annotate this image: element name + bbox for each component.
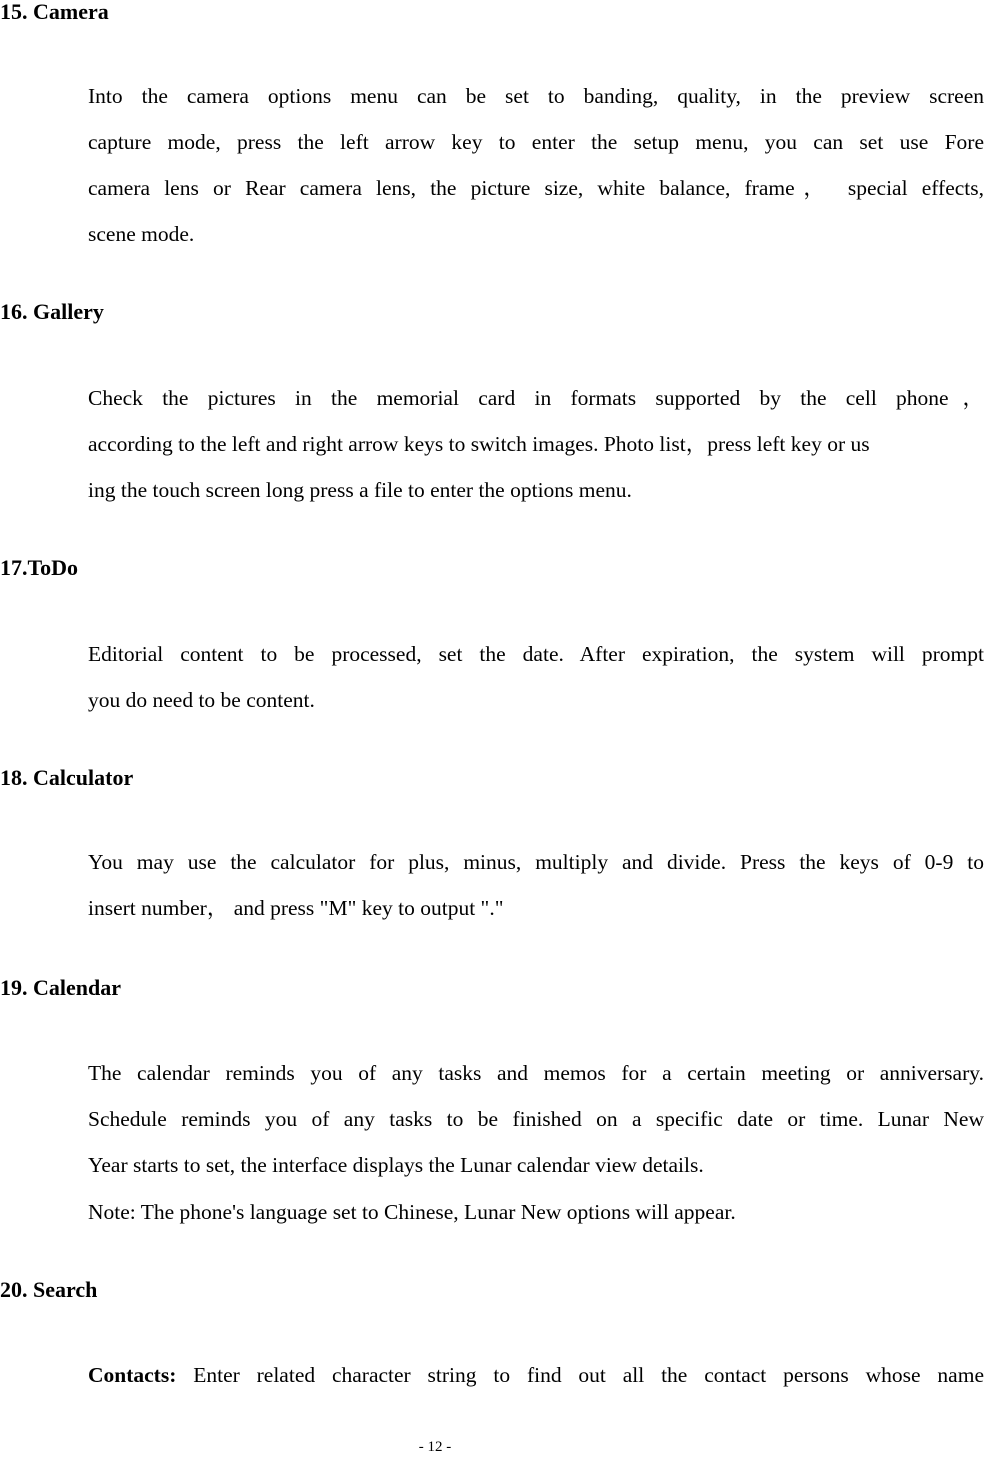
paragraph-calendar (88, 1050, 984, 1188)
paragraph-search (88, 1352, 984, 1398)
section-heading-camera: 15. Camera (0, 0, 109, 24)
paragraph-line: You may use the calculator for plus, minus, multiply and divide. Press the keys of 0-9 to (88, 850, 984, 874)
section-heading-calendar: 19. Calendar (0, 975, 121, 1000)
paragraph-calculator (88, 839, 984, 931)
paragraph-line: insert number， and press "M" key to output "." (88, 896, 504, 920)
paragraph-line: Schedule reminds you of any tasks to be finished on a specific date or time. Lunar New (88, 1107, 984, 1131)
section-heading-todo: 17.ToDo (0, 555, 79, 580)
paragraph-line: Year starts to set, the interface displays the Lunar calendar view details. (88, 1153, 704, 1177)
section-heading-gallery: 16. Gallery (0, 299, 104, 324)
paragraph-gallery (88, 375, 984, 513)
paragraph-line: Check the pictures in the memorial card in formats supported by the cell phone， (88, 386, 984, 410)
paragraph-line: ing the touch screen long press a file to enter the options menu. (88, 478, 632, 502)
page-number: - 12 - (418, 1439, 452, 1455)
paragraph-line: Into the camera options menu can be set to banding, quality, in the preview screen (88, 84, 984, 108)
paragraph-line: according to the left and right arrow keys to switch images. Photo list，press left key or us (88, 432, 870, 456)
paragraph-todo (88, 631, 984, 723)
paragraph-line: camera lens or Rear camera lens, the picture size, white balance, frame， special effects, (88, 176, 984, 200)
paragraph-camera (88, 73, 984, 257)
section-heading-search: 20. Search (0, 1277, 98, 1302)
paragraph-line: you do need to be content. (88, 688, 315, 712)
contacts-text: Enter related character string to find out all the contact persons whose name (176, 1363, 984, 1387)
paragraph-line: The calendar reminds you of any tasks and memos for a certain meeting or anniversary. (88, 1061, 984, 1085)
paragraph-line: scene mode. (88, 222, 195, 246)
calendar-note: Note: The phone's language set to Chinese, Lunar New options will appear. (88, 1200, 736, 1224)
paragraph-line: capture mode, press the left arrow key to enter the setup menu, you can set use Fore (88, 130, 984, 154)
paragraph-line (88, 1352, 984, 1398)
section-heading-calculator: 18. Calculator (0, 765, 134, 790)
paragraph-line: Editorial content to be processed, set the date. After expiration, the system will prompt (88, 642, 984, 666)
contacts-label: Contacts: (88, 1363, 177, 1387)
